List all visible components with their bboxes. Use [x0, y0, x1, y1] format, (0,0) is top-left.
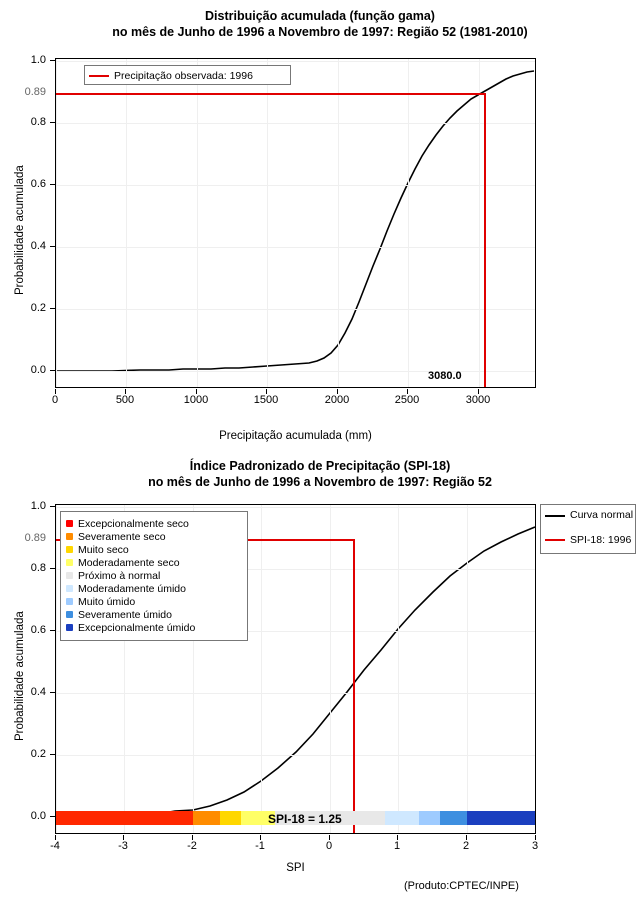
- legend-item: [61, 608, 247, 621]
- legend-item: [61, 595, 247, 608]
- colorbar-segment: [467, 811, 535, 825]
- title-line-1: Índice Padronizado de Precipitação (SPI-18): [189, 459, 451, 473]
- x-axis-label-top: Precipitação acumulada (mm): [219, 430, 372, 442]
- legend-item: [85, 69, 290, 82]
- legend-item: [61, 582, 247, 595]
- y-tick-label: 0.2: [30, 748, 46, 760]
- x-tick-label: 2500: [394, 394, 420, 406]
- legend-label: Severamente seco: [78, 530, 166, 543]
- x-tick-label: 2000: [324, 394, 350, 406]
- legend-label: Excepcionalmente seco: [78, 517, 189, 530]
- legend-label: Severamente úmido: [78, 608, 172, 621]
- legend-item: [61, 530, 247, 543]
- x-tick-label: 1: [393, 840, 401, 852]
- legend-label: Precipitação observada: 1996: [114, 69, 253, 82]
- title-line-2: no mês de Junho de 1996 a Novembro de 1997: Região 52 (1981-2010): [112, 25, 528, 39]
- y-tick-label: 0.6: [30, 178, 46, 190]
- y-tick-label: 0.4: [30, 686, 46, 698]
- y-tick-label: 0.4: [30, 240, 46, 252]
- y-tick-label: 0.8: [30, 116, 46, 128]
- y-tick-label: 1.0: [30, 500, 46, 512]
- legend-item: [61, 556, 247, 569]
- x-tick-label: 1500: [253, 394, 279, 406]
- x-tick-label: 500: [115, 394, 135, 406]
- x-tick-label: -3: [118, 840, 128, 852]
- plot-area-bottom: [55, 504, 536, 834]
- y-axis-label-top: Probabilidade acumulada: [14, 165, 26, 295]
- x-tick-label: 3000: [465, 394, 491, 406]
- legend-curves: [540, 504, 636, 554]
- x-tick-label: 3: [531, 840, 539, 852]
- colorbar-segment: [385, 811, 419, 825]
- x-tick-label: 0: [325, 840, 333, 852]
- y-tick-label: 0.6: [30, 624, 46, 636]
- plot-area-top: [55, 58, 536, 388]
- legend-item: [541, 509, 635, 533]
- legend-label: Curva normal: [570, 509, 634, 521]
- colorbar-segment: [220, 811, 241, 825]
- legend-label: Moderadamente úmido: [78, 582, 186, 595]
- legend-item: [61, 543, 247, 556]
- observed-precip-vline: [484, 93, 486, 387]
- legend-item: [61, 569, 247, 582]
- x-tick-label: 2: [462, 840, 470, 852]
- prob-value-label-bottom: 0.89: [24, 532, 46, 544]
- x-tick-label: -1: [255, 840, 265, 852]
- title-line-2: no mês de Junho de 1996 a Novembro de 1997: Região 52: [148, 475, 492, 489]
- legend-top: [84, 65, 291, 85]
- y-tick-label: 0.2: [30, 302, 46, 314]
- y-axis-label-bottom: Probabilidade acumulada: [14, 611, 26, 741]
- prob-value-label-top: 0.89: [24, 86, 46, 98]
- x-tick-label: -2: [187, 840, 197, 852]
- colorbar-segment: [193, 811, 220, 825]
- legend-label: Muito seco: [78, 543, 129, 556]
- legend-label: Excepcionalmente úmido: [78, 621, 196, 634]
- spi-vline: [353, 539, 355, 833]
- legend-item: [541, 533, 635, 546]
- legend-item: [61, 517, 247, 530]
- credit-label: (Produto:CPTEC/INPE): [404, 880, 519, 892]
- legend-label: SPI-18: 1996: [570, 533, 632, 546]
- observed-prob-hline: [56, 93, 485, 95]
- chart-title-bottom: [0, 458, 640, 490]
- colorbar-segment: [56, 811, 193, 825]
- colorbar-segment: [440, 811, 467, 825]
- gamma-cdf-curve: [56, 59, 535, 387]
- observed-value-label: 3080.0: [428, 370, 462, 382]
- legend-label: Muito úmido: [78, 595, 136, 608]
- x-tick-label: 0: [51, 394, 59, 406]
- legend-label: Próximo à normal: [78, 569, 161, 582]
- chart-title-top: [0, 8, 640, 40]
- y-tick-label: 0.0: [30, 810, 46, 822]
- y-tick-label: 1.0: [30, 54, 46, 66]
- colorbar-segment: [419, 811, 440, 825]
- legend-label: Moderadamente seco: [78, 556, 180, 569]
- x-tick-label: 1000: [183, 394, 209, 406]
- legend-spi-classes: [60, 511, 248, 641]
- x-tick-label: -4: [50, 840, 60, 852]
- y-tick-label: 0.0: [30, 364, 46, 376]
- spi-value-label: SPI-18 = 1.25: [268, 812, 342, 826]
- x-axis-label-bottom: SPI: [286, 862, 305, 874]
- legend-item: [61, 621, 247, 634]
- y-tick-label: 0.8: [30, 562, 46, 574]
- title-line-1: Distribuição acumulada (função gama): [205, 9, 435, 23]
